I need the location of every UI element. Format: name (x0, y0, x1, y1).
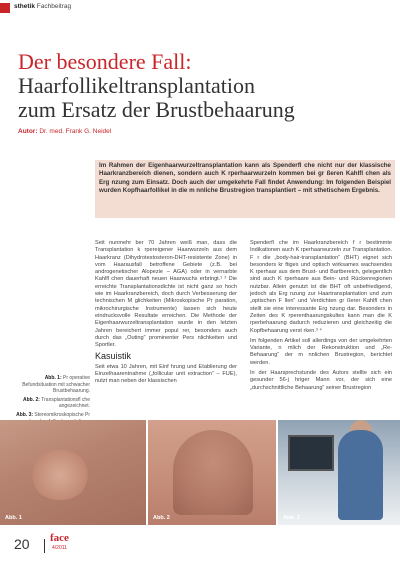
caption-1 (10, 375, 90, 395)
caption-2-text: Transplantationsfl che angezeichnet. (41, 396, 90, 410)
magazine-logo: face (50, 532, 69, 544)
col2-paragraph-1: Spenderfl che im Haarkranzbereich f r bestimmte Indikationen auch K rperhaarwurzeln zur Transplantation. F r die „body-hair-transplantation“ (BHT) eignet sich besonders kr ftiges und optisch wirksames wachsendes K rperhaar aus dem Brust- und Bartbereich, gelegentlich sind auch K rperhaare aus Bein- und Rückenregionen nutzbar. Allein genutzt ist die BHT oft unbefriedigend, jedoch als Erg nzung zur Haartransplantation und zum „optischen F llen“ und Verdichten gr ßerer Kahlfl chen stellt sie eine interessante Erg nzung dar. Besonders in Zeiten des K rperenthaarungskultes kann man die K rperbehaarung dadurch reduzieren und gleichzeitig die Kopfbehaarung verst rken.³ ⁴ (250, 240, 392, 334)
caption-3-text: Stereomikroskopische Pr (34, 411, 90, 418)
lead-text: Im Rahmen der Eigenhaarwurzeltransplantation kann als Spenderfl che nicht nur der klassische Haarkranzbereich dienen, sondern auch K rperhaarwurzeln kommen bei gr ßeren Kahlfl chen als Erg nzung zum Einsatz. Doch auch der umgekehrte Fall findet Anwendung: Im folgenden Beispiel wurden Kopfhaarfollikel in die m nnliche Brustregion transplantiert – mit sthetischem Ergebnis. (99, 162, 391, 194)
photo-3-label: Abb. 3 (283, 515, 300, 521)
author-name: Dr. med. Frank G. Neidel (39, 128, 112, 135)
section-label (14, 3, 71, 10)
subhead-kasuistik: Kasuistik (95, 351, 132, 362)
caption-1-label: Abb. 1: (44, 375, 62, 381)
col1-paragraph-2: Seit etwa 10 Jahren, mit Einf hrung und Etablierung der Einzelhaarentnahme („follicular unit extraction“ – FUE), nutzt man neben der klassischen (95, 363, 237, 385)
caption-2 (10, 397, 90, 410)
section-category: Fachbeitrag (36, 3, 72, 10)
headline-line-1: Der besondere Fall: (18, 49, 192, 74)
caption-3-label: Abb. 3: (16, 411, 34, 418)
headline-line-2: Haarfollikeltransplantation (18, 73, 256, 98)
page-footer (0, 530, 400, 567)
monitor-shape (288, 435, 334, 471)
photo-chest-preop (0, 420, 146, 525)
author-label: Autor: (18, 128, 38, 135)
article-headline (18, 50, 388, 122)
lead-box (95, 160, 395, 218)
col1-paragraph-1: Seit nunmehr ber 70 Jahren weiß man, dass die Transplantation k rpereigener Haarwurzeln aus dem Haarkranz (Dihydrotestosteron-DHT-resistente Zone) in vom Haarausfall betroffene Gebiete (z.B. bei androgenetischer Alopezie – AGA) oder in vernarbte Kahlfl chen dauerhaft neuen Haarwuchs erbringt.¹ ² Die erreichte Transplantationsdichte ist nicht ganz so hoch wie im Haarkranzbereich, doch durch Verbesserung der technischen M glichkeiten (Mikroskopische Pr paration, mikrochirurgische Instrumente) lassen sich heute eindrucksvolle Resultate erreichen. Die Methode der Eigenhaarwurzeltransplantation wurde in den letzten Jahren bereichert immer popul rer, besonders auch durch das „Outing“ prominenter Pers nlichkeiten und Sportler. (95, 240, 237, 349)
caption-2-label: Abb. 2: (23, 396, 40, 403)
photo-strip (0, 420, 400, 525)
magazine-issue: 4/2011 (52, 545, 67, 551)
text-column-1 (95, 240, 237, 386)
author-line (18, 128, 111, 135)
page-header (0, 0, 400, 16)
headline-line-3: zum Ersatz der Brustbehaarung (18, 97, 295, 122)
marked-area (173, 430, 253, 515)
col2-paragraph-2: Im folgenden Artikel soll allerdings von der umgekehrten Variante, n mlich der Rekonstruktion und „Re-Behaarung“ der m nnlichen Brustregion, berichtet werden. (250, 337, 392, 366)
page-number: 20 (14, 536, 30, 552)
section-name: sthetik (14, 3, 35, 10)
text-column-2 (250, 240, 392, 392)
section-marker (0, 3, 10, 13)
photo-1-label: Abb. 1 (5, 515, 22, 521)
caption-1-text: Pr operative Befundsituation mit schwacher Brustbehaarung. (22, 375, 90, 395)
person-shape (338, 430, 383, 520)
col2-paragraph-3: In der Haarsprechstunde des Autors stellte sich ein gesunder 56-j hriger Mann vor, der sich eine „durchschnittliche Behaarung“ seiner Brustregion (250, 370, 392, 391)
photo-2-label: Abb. 2 (153, 515, 170, 521)
photo-microscopic-dissection (278, 420, 400, 525)
photo-chest-marked (148, 420, 276, 525)
